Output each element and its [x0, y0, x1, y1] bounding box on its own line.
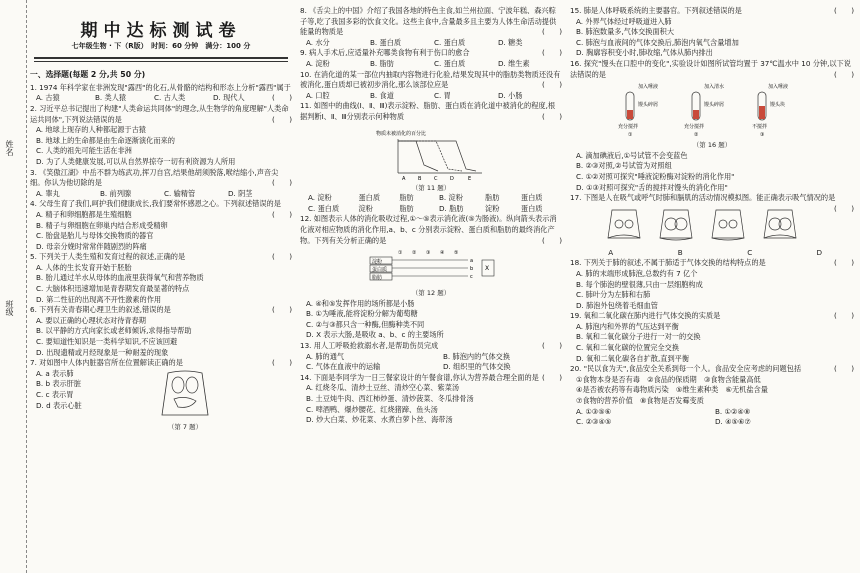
option: A. ①③⑤⑥ [576, 406, 612, 416]
column-2 [300, 6, 562, 426]
question-9 [300, 48, 562, 69]
column-3 [570, 6, 854, 428]
q2-stem: 2. 习近平总书记提出了构建"人类命运共同体"的理念,从生物学的角度理解"人类命运共同体",下列说法错误的是 [30, 103, 289, 124]
item: ①食物本身是否有毒 [576, 374, 640, 384]
option: C. 人类的祖先可能生活在非洲 [36, 146, 132, 156]
question-7 [30, 358, 292, 433]
q5-stem: 5. 下列关于人类生殖和发育过程的叙述,正确的是 [30, 252, 186, 262]
option: B. 脂肪 [370, 58, 394, 68]
q10-stem: 10. 在消化道的某一部位内抽取内容物进行化验,结果发现其中的脂肪类物质还没有被消化,蛋白质却已被初步消化,那么该部位应是 [300, 69, 561, 90]
option: B. 精子与卵细胞在卵巢内结合形成受精卵 [36, 220, 168, 230]
option: B. 蛋白质 [370, 37, 402, 47]
question-6 [30, 305, 292, 358]
option: D. 氧和二氧化碳各自扩散,直到平衡 [576, 353, 690, 363]
answer-blank: ( ) [542, 372, 562, 382]
option-cell: 淀粉 [358, 203, 373, 213]
question-19 [570, 311, 854, 364]
option: A. ④和⑤发挥作用的场所都是小肠 [306, 298, 415, 308]
answer-blank: ( ) [272, 252, 292, 262]
torso-organs-figure [150, 369, 220, 419]
figure-label: B [677, 247, 683, 257]
option-cell: 脂肪 [485, 193, 500, 203]
option-cell: 脂肪 [399, 193, 414, 203]
option: C. 氧和二氧化碳的位置完全交换 [576, 343, 680, 353]
option: A. 淀粉 [306, 58, 330, 68]
option: A. 肺的末端形成肺泡,总数约有 7 亿个 [576, 268, 698, 278]
binding-margin [0, 0, 27, 573]
option-cell: 脂肪 [399, 203, 414, 213]
answer-blank: ( ) [542, 235, 562, 245]
product: b [470, 266, 474, 273]
option: C. 肺叶分为左肺和右肺 [576, 290, 651, 300]
xtick: B [418, 175, 422, 181]
exam-subtitle: 七年级生物 · 下（R版） 时间：60 分钟 满分：100 分 [71, 41, 251, 50]
figure-caption: （第 11 题） [411, 183, 451, 192]
option: A. 人体的生长发育开始于胚胎 [36, 262, 132, 272]
column-1 [30, 6, 292, 433]
q20-stem: 20. "民以食为天",食品安全关系到每一个人。食品安全应考虑的问题包括 [570, 364, 802, 374]
q16-stem: 16. 探究"馒头在口腔中的变化",实验设计如图所试管均置于 37℃温水中 10 分钟,以下说法错误的是 [570, 58, 851, 79]
option: A. 肺的通气 [306, 351, 345, 361]
option: C. 肺泡与血液间的气体交换后,肺泡内氧气含量增加 [576, 37, 739, 47]
q4-stem: 4. 父母生育了我们,呵护我们健康成长,我们要常怀感恩之心。下列叙述错误的是 [30, 199, 281, 209]
figure-label: D [816, 247, 823, 257]
option: A. 淀粉 [308, 193, 332, 203]
option: B. 肺泡内的气体交换 [443, 351, 511, 361]
digestion-curve-figure [376, 125, 486, 181]
q12-stem: 12. 如图表示人体的消化吸收过程,①～⑤表示消化液(⑤为肠液)。纵向箭头表示消化液对相应物质的消化作用,a、b、c 分别表示淀粉、蛋白质和脂肪的最终消化产物。下列有关分析正确的是 [300, 214, 557, 245]
tube-top: 加入清水 [704, 84, 725, 91]
option: D. 糖类 [498, 37, 523, 47]
q18-stem: 18. 下列关于肺的叙述,不属于肺适于气体交换的结构特点的是 [570, 258, 766, 268]
answer-blank: ( ) [272, 305, 292, 315]
tube-num: ② [694, 132, 699, 139]
q17-stem: 17. 下图是人在吸气或呼气时肺和膈肌的活动情况模拟图。能正确表示吸气情况的是 [570, 193, 836, 203]
answer-blank: ( ) [834, 6, 854, 15]
title-rule [34, 57, 288, 62]
option: B. 类人猿 [95, 93, 127, 103]
option: C. 要知道性知识是一类科学知识,不应该回避 [36, 337, 178, 347]
ylabel: 物质未被消化的百分比 [376, 130, 427, 137]
answer-blank: ( ) [542, 111, 562, 121]
option: B. ①为唾液,能将淀粉分解为葡萄糖 [306, 309, 418, 319]
answer-blank: ( ) [542, 27, 562, 37]
option: D. 组织里的气体交换 [443, 362, 511, 372]
tube-bot: 不搅拌 [752, 124, 768, 131]
name-label: 姓名 [5, 140, 14, 156]
q19-stem: 19. 氧和二氧化碳在肺内进行气体交换的实质是 [570, 311, 721, 321]
option: A. 精子和卵细胞都是生殖细胞 [36, 209, 132, 219]
class-label: 班级 [5, 300, 14, 316]
option: A. 要以正确的心理状态对待青春期 [36, 315, 146, 325]
option: A. 地球上现存的人种都起源于古猿 [36, 125, 146, 135]
option: B. 每个肺泡的壁很薄,只由一层细胞构成 [576, 279, 703, 289]
box-label: 脂肪 [372, 275, 383, 282]
option: A. 口腔 [306, 90, 330, 100]
tube-top: 加入唾液 [638, 84, 659, 91]
tube-mid: 馒头碎屑 [704, 102, 725, 109]
answer-blank: ( ) [834, 364, 854, 374]
figure-caption: （第 7 题） [167, 423, 203, 432]
q1-stem: 1. 1974 年科学家在非洲发现"露西"的化石,从骨骼的结构和形态上分析"露西"属于 [30, 82, 291, 92]
option: C. 古人类 [154, 93, 186, 103]
option: C. 啤酒鸭、爆炒腰花、红烧猪蹄、鱼头汤 [306, 404, 438, 414]
answer-blank: ( ) [834, 311, 854, 321]
question-16 [570, 59, 854, 193]
option: A. 外界气体经过呼吸道进入肺 [576, 16, 672, 26]
option: B. b 表示肝脏 [36, 379, 82, 389]
option: C. 蛋白质 [434, 37, 466, 47]
question-3 [30, 168, 292, 200]
item: ③食物含能量高低 [703, 374, 761, 384]
option: C. ②与③都只含一种酶,但酶种类不同 [306, 319, 425, 329]
answer-blank: ( ) [272, 178, 292, 188]
item: ④是否被农药等有毒物质污染 [576, 385, 669, 395]
section-heading: 一、选择题(每题 2 分,共 50 分) [30, 70, 146, 80]
q13-stem: 13. 用人工呼吸抢救溺水者,是帮助伤员完成 [300, 341, 439, 351]
num: ③ [426, 250, 431, 257]
option-cell: 蛋白质 [358, 193, 381, 203]
option: D. ①③对照可探究"舌的搅拌对馒头的消化作用" [576, 182, 728, 192]
option: D. 现代人 [213, 93, 245, 103]
option: D. 维生素 [498, 58, 530, 68]
num: ② [412, 250, 417, 257]
product: a [470, 258, 474, 265]
option: A. 水分 [306, 37, 330, 47]
option: C. ②③④⑤ [576, 417, 612, 427]
option: C. ①②对照可探究"唾液淀粉酶对淀粉的消化作用" [576, 171, 735, 181]
question-20 [570, 364, 854, 428]
num: ④ [440, 250, 445, 257]
q9-stem: 9. 病人手术后,应适量补充哪类食物有利于伤口的愈合 [300, 48, 470, 58]
tube-mid: 馒头块 [770, 102, 786, 109]
q15-stem: 15. 肺是人体呼吸系统的主要器官。下列叙述错误的是 [570, 6, 742, 15]
question-1 [30, 83, 292, 104]
xtick: C [434, 175, 438, 181]
option: D. d 表示心脏 [36, 400, 82, 410]
option: B. 肺泡数量多,气体交换面积大 [576, 27, 675, 37]
answer-blank: ( ) [834, 69, 854, 79]
answer-blank: ( ) [272, 209, 292, 219]
figure-label: C [747, 247, 753, 257]
option-cell: 蛋白质 [520, 193, 543, 203]
option: C. c 表示胃 [36, 390, 74, 399]
option: D. 出现遗精或月经现象是一种耐羞的现象 [36, 347, 169, 357]
answer-blank: ( ) [834, 203, 854, 213]
option: B. 以平静的方式向家长或老师倾诉,求得指导帮助 [36, 326, 192, 336]
figure-label: A [608, 247, 614, 257]
item: ⑧食物是否发霉变质 [639, 396, 704, 406]
option: D. 小肠 [498, 90, 523, 100]
option-cell: 蛋白质 [520, 203, 543, 213]
digestion-flow-figure [356, 248, 506, 286]
answer-blank: ( ) [834, 258, 854, 268]
tube-num: ③ [760, 132, 765, 139]
option: B. 胎儿通过羊水从母体的血液里获得氧气和营养物质 [36, 273, 204, 283]
question-18 [570, 258, 854, 311]
item: ⑤维生素种类 [675, 385, 719, 395]
tube-top: 加入唾液 [768, 84, 789, 91]
question-12 [300, 214, 562, 341]
question-15 [570, 6, 854, 59]
q3-stem: 3. 《笑傲江湖》中岳不群为练武功,挥刀自宫,结果他胡须脱落,喉结缩小,声音尖细。你认为他切除的是 [30, 167, 279, 188]
figure-caption: （第 16 题） [692, 141, 732, 150]
option: C. 胎盘是胎儿与母体交换物质的器官 [36, 231, 154, 241]
num: ⑤ [454, 250, 459, 257]
option: D. X 表示大肠,是吸收 a、b、c 的主要场所 [306, 330, 444, 340]
answer-blank: ( ) [272, 358, 292, 368]
option: A. 肺泡内和外界的气压达到平衡 [576, 321, 679, 331]
option: A. 红烧冬瓜、清炒土豆丝、清炒空心菜、紫菜汤 [306, 383, 460, 393]
option: D. 母亲分娩时常常伴随剧烈的阵痛 [36, 241, 147, 251]
option: A. 古猿 [36, 93, 60, 103]
option: B. 地球上的生命都是由生命逐渐演化而来的 [36, 135, 175, 145]
tube-mid: 馒头碎屑 [638, 102, 659, 109]
item: ⑥无机盐含量 [725, 385, 768, 395]
answer-blank: ( ) [542, 48, 562, 58]
question-13 [300, 341, 562, 373]
product: c [470, 274, 473, 281]
question-2 [30, 104, 292, 168]
question-8 [300, 6, 562, 48]
option: B. 氧和二氧化碳分子进行一对一的交换 [576, 332, 701, 342]
option: B. 淀粉 [439, 193, 463, 203]
option: D. 第二性征的出现离不开性激素的作用 [36, 294, 162, 304]
tube-bot: 充分搅拌 [618, 124, 639, 131]
xtick: D [450, 175, 454, 181]
answer-blank: ( ) [542, 80, 562, 90]
exam-title: 期中达标测试卷 [80, 21, 242, 41]
question-10 [300, 70, 562, 102]
tube-num: ① [628, 132, 633, 139]
option: D. 脂肪 [439, 203, 464, 213]
q8-stem: 8. 《舌尖上的中国》介绍了我国各地的特色主食,如兰州拉面、宁波年糕、森兴粽子等,吃了我国多彩的饮食文化。这些主食中,含量最多且主要为人体生命活动提供能量的物质是 [300, 6, 557, 37]
option: D. 胸廓容积变小时,肺收缩,气体从肺内排出 [576, 48, 713, 58]
option-cell: 淀粉 [485, 203, 500, 213]
box-label: 蛋白质 [372, 267, 388, 274]
option: B. ②③对照,②号试管为对照组 [576, 161, 672, 171]
bell-jar-figure [592, 206, 812, 246]
option: B. 土豆炖牛肉、西红柿炒蛋、清炒菠菜、冬瓜排骨汤 [306, 394, 474, 404]
option: D. 阴茎 [228, 188, 253, 198]
tube-bot: 充分搅拌 [684, 124, 705, 131]
option: D. 炒大白菜、炒花菜、水煮白萝卜丝、海带汤 [306, 415, 453, 425]
option: B. 食道 [370, 90, 394, 100]
option: C. 胃 [434, 90, 451, 100]
xtick: E [468, 175, 472, 181]
question-11 [300, 101, 562, 214]
q11-stem: 11. 如图中的曲线(Ⅰ、Ⅱ、Ⅲ)表示淀粉、脂肪、蛋白质在消化道中被消化的程度,根据判断Ⅰ、Ⅱ、Ⅲ分别表示何种物质 [300, 101, 556, 121]
answer-blank: ( ) [272, 114, 292, 124]
item: ⑦食物的营养价值 [576, 396, 633, 406]
option: C. 输精管 [164, 188, 196, 198]
q7-stem: 7. 对如图中人体内脏器官所在位置解读正确的是 [30, 358, 183, 368]
num: ① [398, 250, 403, 257]
x-label: X [485, 265, 490, 273]
q14-stem: 14. 下面是李同学为一日三餐家设计的午餐食谱,你认为营养最合理全面的是 [300, 372, 539, 382]
option: D. ④⑤⑥⑦ [715, 417, 751, 427]
option: B. 前列腺 [100, 188, 132, 198]
option: B. ①②④⑧ [715, 406, 751, 416]
option: D. 肺泡外包绕着毛细血管 [576, 300, 658, 310]
test-tube-figure [612, 82, 812, 138]
option: A. a 表示肺 [36, 368, 74, 378]
question-4 [30, 199, 292, 252]
box-label: 淀粉 [372, 259, 383, 266]
question-17 [570, 193, 854, 258]
option: C. 蛋白质 [308, 203, 340, 213]
question-5 [30, 252, 292, 305]
xtick: A [402, 175, 406, 181]
question-14 [300, 373, 562, 426]
figure-caption: （第 12 题） [411, 289, 451, 298]
option: C. 气体在血液中的运输 [306, 362, 381, 372]
q6-stem: 6. 下列有关青春期心理卫生的叙述,错误的是 [30, 305, 171, 315]
option: A. 滴加碘液后,①号试管不会变蓝色 [576, 150, 688, 160]
option: C. 蛋白质 [434, 58, 466, 68]
answer-blank: ( ) [542, 341, 562, 351]
answer-blank: ( ) [272, 93, 292, 103]
option: A. 睾丸 [36, 188, 60, 198]
item: ②食品的保质期 [647, 374, 697, 384]
option: C. 大脑体积迅速增加是青春期发育最显著的特点 [36, 284, 190, 294]
option: D. 为了人类健康发展,可以从自然界掠夺一切有利资源为人所用 [36, 156, 236, 166]
